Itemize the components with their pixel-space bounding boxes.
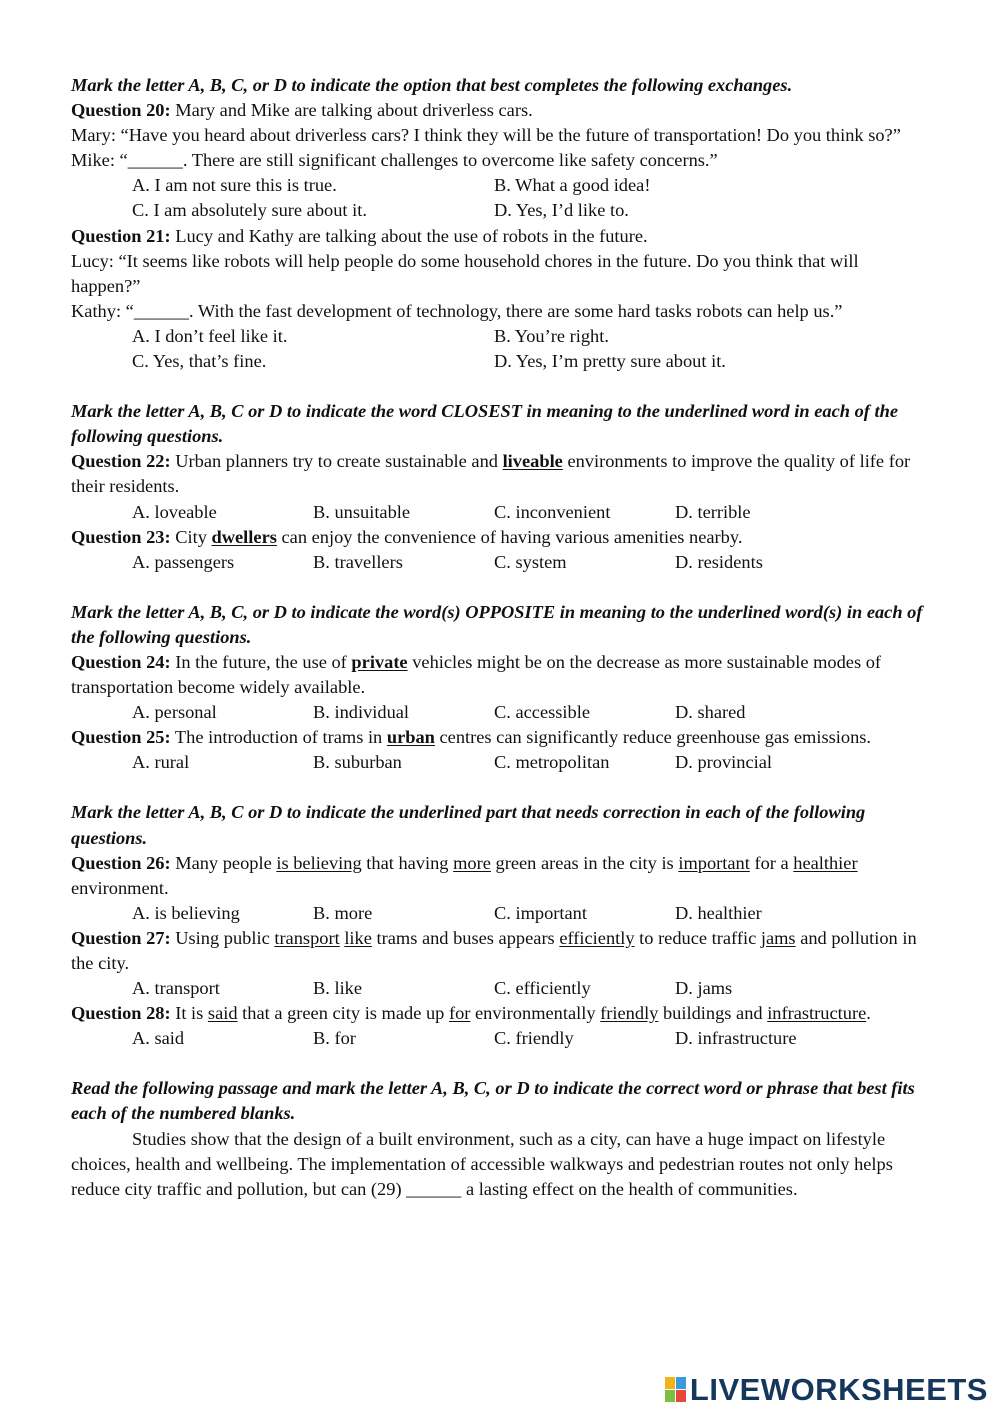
question-24 — [71, 650, 931, 725]
underlined-word: urban — [386, 727, 435, 748]
option-a[interactable]: A. rural — [132, 752, 190, 773]
answer-options — [71, 1026, 931, 1051]
underlined-part-b: more — [453, 852, 491, 873]
section-directive: Mark the letter A, B, C or D to indicate the underlined part that needs correction in each of the following questions. — [71, 802, 866, 848]
dialogue-line: Lucy: “It seems like robots will help people do some household chores in the future. Do you think that will happen?” — [71, 250, 859, 296]
option-d[interactable]: D. shared — [675, 702, 746, 723]
section-gap — [71, 575, 931, 600]
dialogue-line: Mike: “______. There are still significant challenges to overcome like safety concerns.” — [71, 150, 718, 171]
question-label: Question 27: — [71, 927, 171, 948]
question-text: that having — [361, 852, 454, 873]
option-b[interactable]: B. individual — [313, 702, 410, 723]
question-22 — [71, 449, 931, 524]
question-text: trams and buses appears — [371, 927, 560, 948]
question-27 — [71, 926, 931, 1001]
question-label: Question 20: — [71, 100, 171, 121]
question-label: Question 24: — [71, 651, 171, 672]
option-a[interactable]: A. is believing — [132, 902, 240, 923]
question-text: . — [866, 1003, 871, 1024]
underlined-part-c: friendly — [600, 1003, 659, 1024]
underlined-part-a: transport — [274, 927, 340, 948]
question-text: can enjoy the convenience of having various amenities nearby. — [276, 526, 743, 547]
question-text: for a — [749, 852, 794, 873]
option-d[interactable]: D. infrastructure — [675, 1028, 797, 1049]
answer-options — [71, 750, 931, 775]
option-a[interactable]: A. loveable — [132, 501, 217, 522]
logo-tile-icon — [665, 1390, 675, 1402]
underlined-word: dwellers — [211, 526, 277, 547]
option-a[interactable]: A. passengers — [132, 551, 235, 572]
option-d[interactable]: D. provincial — [675, 752, 773, 773]
question-text: to reduce traffic — [634, 927, 761, 948]
underlined-part-d: infrastructure — [767, 1003, 867, 1024]
liveworksheets-logo-icon — [665, 1377, 686, 1403]
option-c[interactable]: C. I am absolutely sure about it. — [132, 200, 367, 221]
option-b[interactable]: B. travellers — [313, 551, 403, 572]
underlined-part-d: jams — [760, 927, 796, 948]
underlined-part-c: important — [678, 852, 750, 873]
option-b[interactable]: B. unsuitable — [313, 501, 411, 522]
question-23 — [71, 525, 931, 575]
question-text: City — [170, 526, 212, 547]
underlined-word: liveable — [502, 451, 563, 472]
question-text: green areas in the city is — [490, 852, 679, 873]
answer-options — [71, 550, 931, 575]
question-text: Urban planners try to create sustainable and — [170, 451, 503, 472]
option-d[interactable]: D. terrible — [675, 501, 751, 522]
option-b[interactable]: B. What a good idea! — [494, 175, 651, 196]
question-label: Question 23: — [71, 526, 171, 547]
underlined-part-b: like — [344, 927, 372, 948]
answer-options — [71, 173, 931, 223]
question-20 — [71, 98, 931, 223]
question-text: centres can significantly reduce greenhouse gas emissions. — [434, 727, 872, 748]
section-directive: Read the following passage and mark the letter A, B, C, or D to indicate the correct word or phrase that best fits each of the numbered blanks. — [71, 1078, 915, 1124]
question-28 — [71, 1001, 931, 1051]
question-text: In the future, the use of — [170, 651, 352, 672]
dialogue-line: Mary: “Have you heard about driverless cars? I think they will be the future of transportation! Do you think so?” — [71, 125, 901, 146]
question-21 — [71, 224, 931, 375]
answer-options — [71, 901, 931, 926]
underlined-word: private — [351, 651, 408, 672]
section-directive: Mark the letter A, B, C or D to indicate the word CLOSEST in meaning to the underlined word in each of the following questions. — [71, 401, 898, 447]
logo-tile-icon — [676, 1377, 686, 1389]
option-c[interactable]: C. efficiently — [494, 978, 591, 999]
question-text: Using public — [170, 927, 275, 948]
question-text: that a green city is made up — [237, 1003, 449, 1024]
option-c[interactable]: C. accessible — [494, 702, 591, 723]
option-b[interactable]: B. like — [313, 978, 363, 999]
underlined-part-a: is believing — [276, 852, 362, 873]
option-b[interactable]: B. more — [313, 902, 373, 923]
option-c[interactable]: C. friendly — [494, 1028, 574, 1049]
underlined-part-a: said — [207, 1003, 238, 1024]
question-text: It is — [170, 1003, 208, 1024]
logo-tile-icon — [665, 1377, 675, 1389]
option-b[interactable]: B. suburban — [313, 752, 402, 773]
underlined-part-b: for — [448, 1003, 471, 1024]
option-c[interactable]: C. inconvenient — [494, 501, 611, 522]
liveworksheets-logo — [665, 1372, 988, 1408]
underlined-part-c: efficiently — [559, 927, 635, 948]
question-intro: Mary and Mike are talking about driverless cars. — [170, 100, 533, 121]
question-text: Many people — [170, 852, 277, 873]
question-label: Question 26: — [71, 852, 171, 873]
option-a[interactable]: A. I am not sure this is true. — [132, 175, 337, 196]
option-c[interactable]: C. metropolitan — [494, 752, 610, 773]
option-c[interactable]: C. important — [494, 902, 587, 923]
reading-passage: Studies show that the design of a built environment, such as a city, can have a huge impact on lifestyle choices, health and wellbeing. The implementation of accessible walkways and pedestrian routes not only helps reduce city traffic and pollution, but can (29) ______ a lasting effect on the health of communities. — [71, 1128, 893, 1199]
option-c[interactable]: C. system — [494, 551, 567, 572]
option-a[interactable]: A. said — [132, 1028, 185, 1049]
question-25 — [71, 725, 931, 775]
section-directive: Mark the letter A, B, C, or D to indicate the option that best completes the following exchanges. — [71, 75, 793, 95]
answer-options — [71, 324, 931, 374]
option-b[interactable]: B. You’re right. — [494, 325, 609, 346]
option-d[interactable]: D. Yes, I’d like to. — [494, 200, 629, 221]
logo-tile-icon — [676, 1390, 686, 1402]
option-a[interactable]: A. I don’t feel like it. — [132, 325, 288, 346]
question-label: Question 25: — [71, 727, 171, 748]
option-b[interactable]: B. for — [313, 1028, 356, 1049]
section-gap — [71, 374, 931, 399]
question-26 — [71, 851, 931, 926]
option-d[interactable]: D. jams — [675, 978, 733, 999]
question-intro: Lucy and Kathy are talking about the use of robots in the future. — [170, 225, 648, 246]
section-gap — [71, 1051, 931, 1076]
section-directive: Mark the letter A, B, C, or D to indicate the word(s) OPPOSITE in meaning to the underlined word(s) in each of the following questions. — [71, 601, 923, 647]
liveworksheets-logo-text: LIVEWORKSHEETS — [689, 1372, 988, 1407]
underlined-part-d: healthier — [793, 852, 858, 873]
question-text: and pollution in the city. — [71, 927, 917, 973]
question-label: Question 28: — [71, 1003, 171, 1024]
option-a[interactable]: A. transport — [132, 978, 220, 999]
option-a[interactable]: A. personal — [132, 702, 217, 723]
question-text: environment. — [71, 877, 169, 898]
question-text: environmentally — [470, 1003, 601, 1024]
section-gap — [71, 775, 931, 800]
question-label: Question 22: — [71, 451, 171, 472]
dialogue-line: Kathy: “______. With the fast development of technology, there are some hard tasks robots can help us.” — [71, 300, 843, 321]
answer-options — [71, 500, 931, 525]
option-d[interactable]: D. healthier — [675, 902, 762, 923]
answer-options — [71, 976, 931, 1001]
question-label: Question 21: — [71, 225, 171, 246]
question-text: environments to improve the quality of life for their residents. — [71, 451, 911, 497]
worksheet-page — [71, 73, 931, 1202]
answer-options — [71, 700, 931, 725]
question-text: buildings and — [658, 1003, 768, 1024]
option-d[interactable]: D. Yes, I’m pretty sure about it. — [494, 351, 726, 372]
question-text: The introduction of trams in — [170, 727, 387, 748]
option-d[interactable]: D. residents — [675, 551, 763, 572]
option-c[interactable]: C. Yes, that’s fine. — [132, 351, 267, 372]
question-text: vehicles might be on the decrease as more sustainable modes of transportation become widely available. — [71, 651, 882, 698]
